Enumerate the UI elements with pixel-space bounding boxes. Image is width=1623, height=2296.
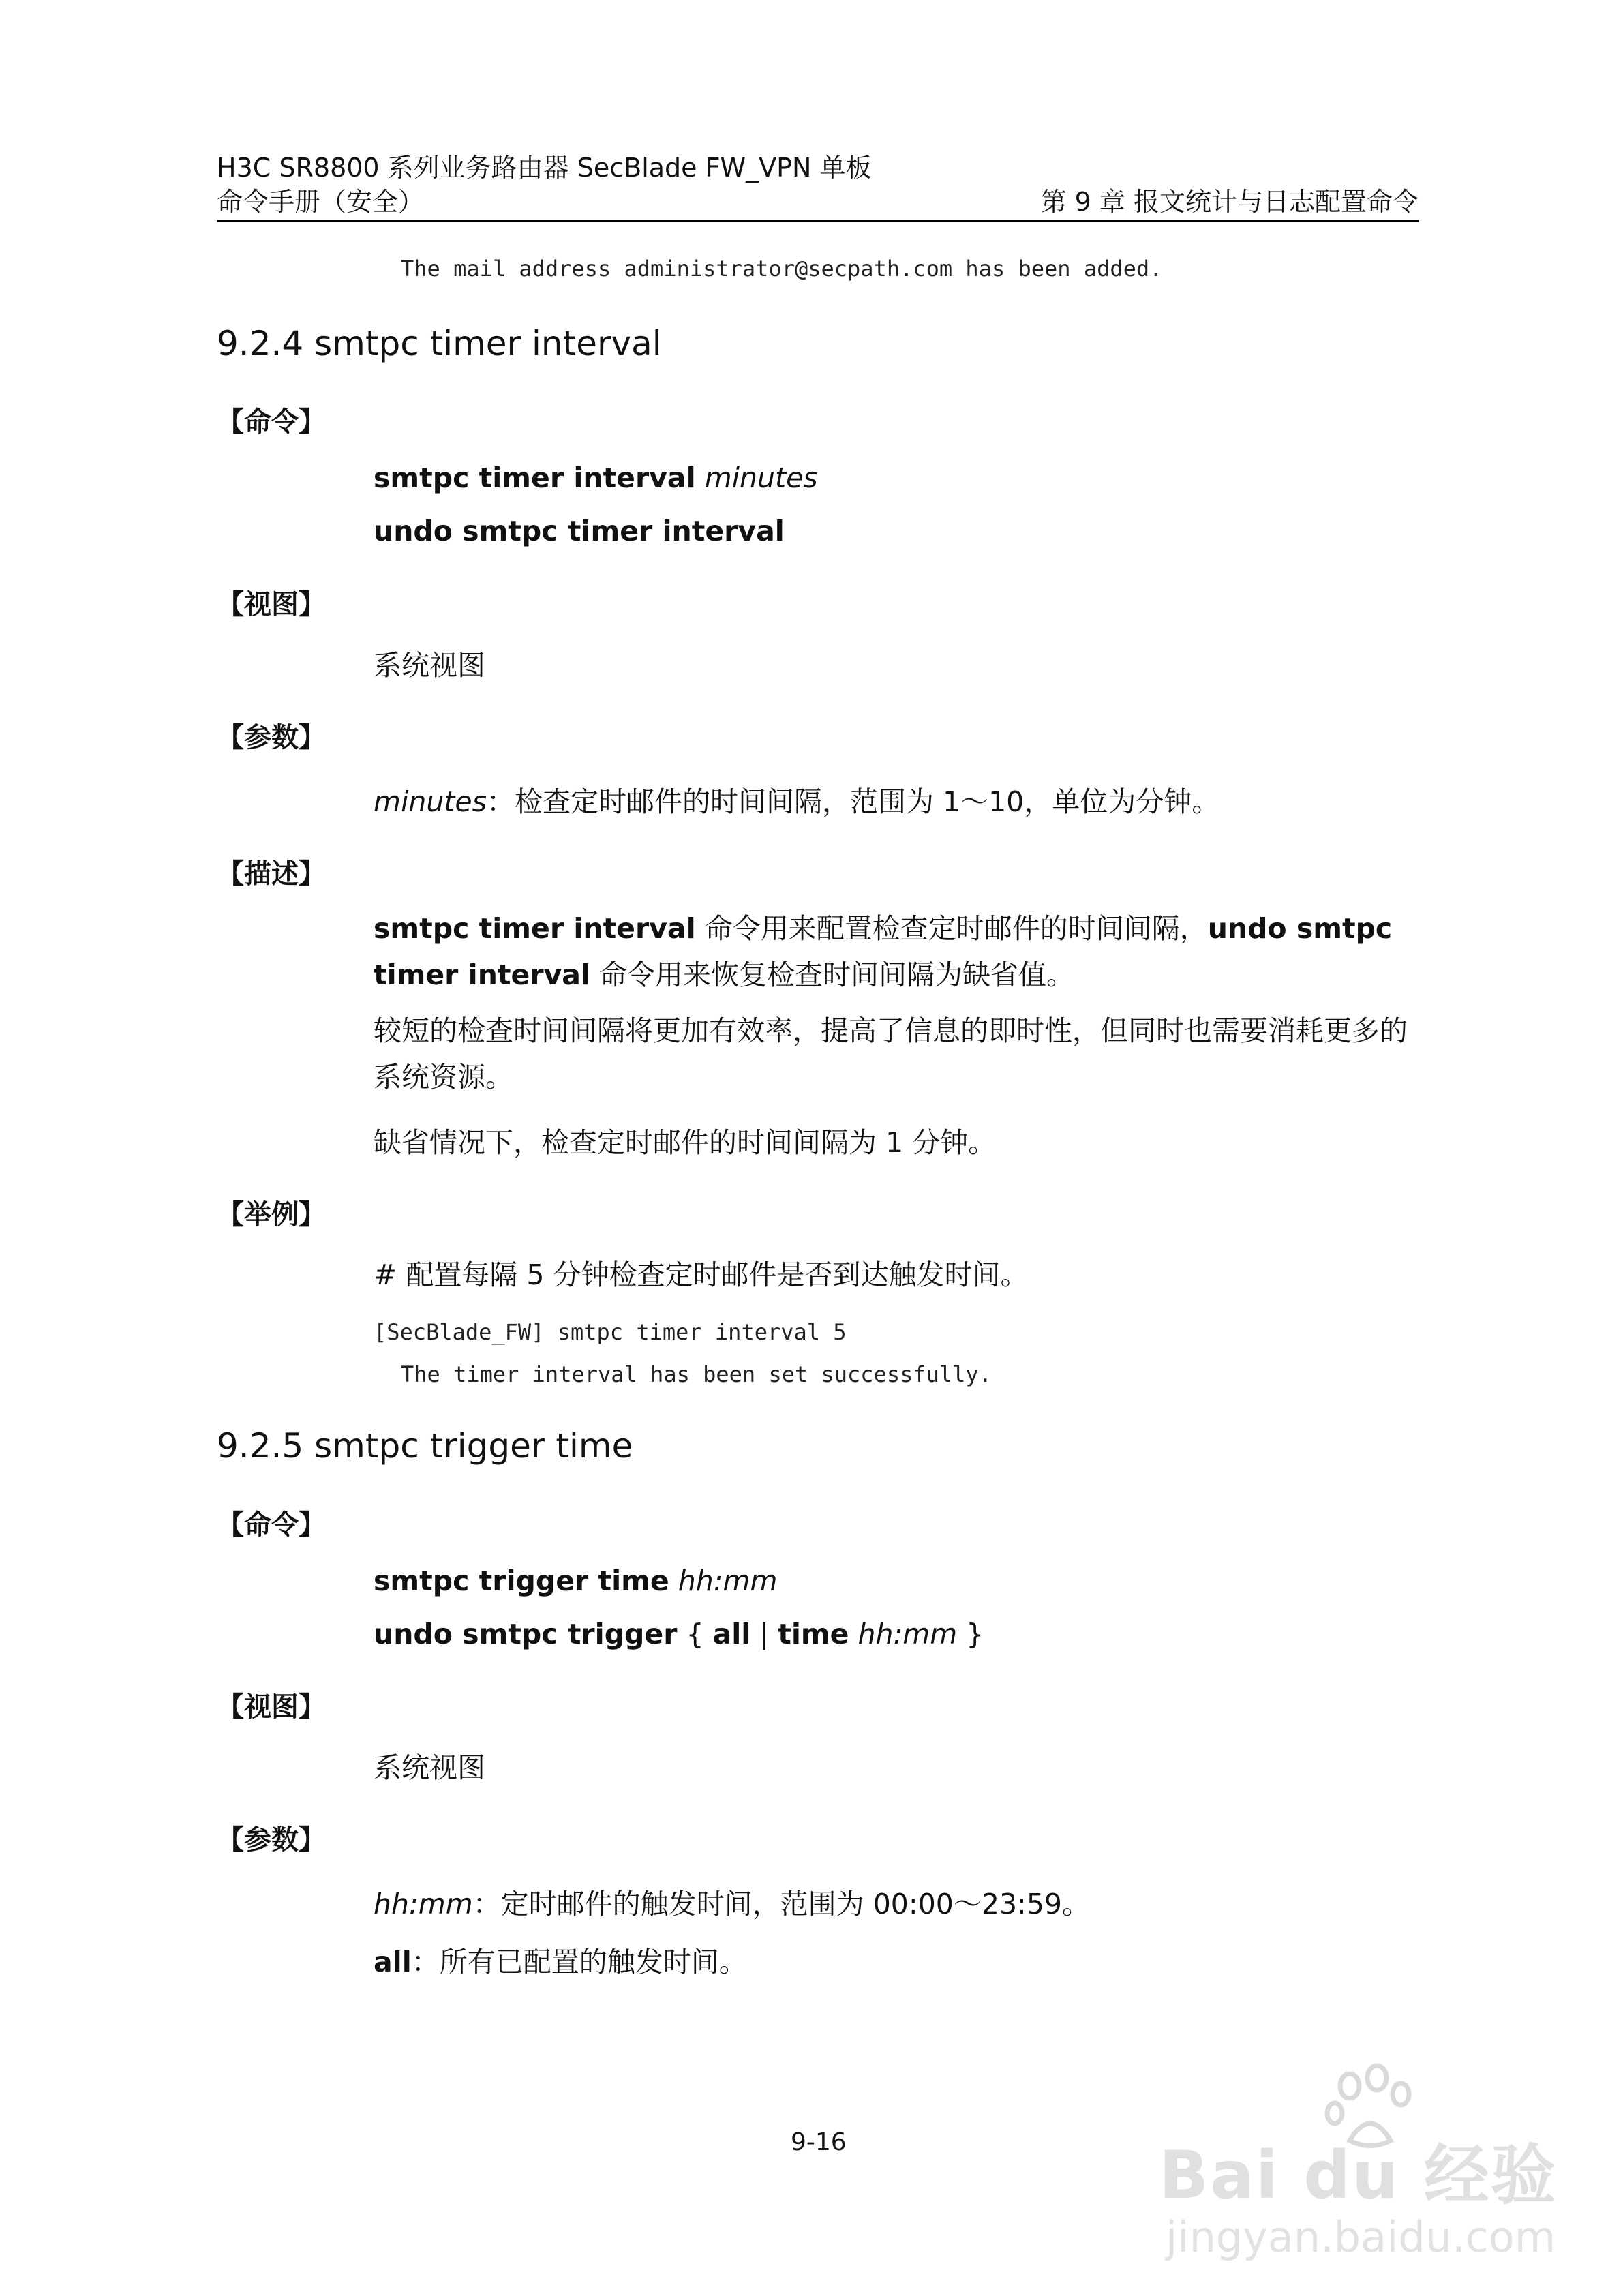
command-keyword: all (712, 1618, 751, 1650)
desc-label: 【描述】 (217, 858, 326, 890)
command-syntax (374, 1565, 777, 1597)
undo-command-syntax: undo smtpc timer interval (374, 515, 785, 547)
desc-text: 命令用来配置检查定时邮件的时间间隔， (695, 912, 1208, 945)
header-rule (217, 220, 1419, 222)
section-heading: 9.2.5 smtpc trigger time (217, 1426, 633, 1466)
example-code-line: The timer interval has been set successfully. (401, 1361, 992, 1387)
view-label: 【视图】 (217, 589, 326, 620)
baidu-watermark (1152, 2059, 1602, 2270)
watermark-url: jingyan.baidu.com (1166, 2212, 1556, 2262)
command-argument: hh:mm (678, 1565, 778, 1597)
desc-paragraph-1 (374, 905, 1416, 998)
param-text: ：定时邮件的触发时间，范围为 00:00～23:59。 (472, 1888, 1091, 1920)
example-text: # 配置每隔 5 分钟检查定时邮件是否到达触发时间。 (374, 1258, 1029, 1291)
desc-keyword: smtpc timer interval (374, 912, 696, 945)
command-keyword: smtpc trigger time (374, 1565, 669, 1597)
param-name: all (374, 1946, 412, 1978)
command-label: 【命令】 (217, 1509, 326, 1541)
example-code-line: [SecBlade_FW] smtpc timer interval 5 (374, 1319, 847, 1345)
view-label: 【视图】 (217, 1691, 326, 1723)
param-description (374, 1882, 1090, 1922)
command-keyword: undo smtpc trigger (374, 1618, 678, 1650)
view-text: 系统视图 (374, 1751, 485, 1784)
command-keyword: time (778, 1618, 849, 1650)
desc-paragraph-2: 较短的检查时间间隔将更加有效率，提高了信息的即时性，但同时也需要消耗更多的系统资源。 (374, 1014, 1408, 1093)
param-label: 【参数】 (217, 722, 326, 753)
watermark-brand: Bai du 经验 (1159, 2137, 1558, 2214)
param-name: hh:mm (374, 1888, 473, 1920)
header-chapter: 第 9 章 报文统计与日志配置命令 (1040, 187, 1419, 217)
syntax-separator: | (750, 1618, 778, 1650)
section-heading: 9.2.4 smtpc timer interval (217, 324, 662, 363)
desc-text: 命令用来恢复检查时间间隔为缺省值。 (590, 958, 1075, 991)
param-name: minutes (374, 785, 487, 818)
param-text: ：检查定时邮件的时间间隔，范围为 1～10，单位为分钟。 (486, 785, 1220, 818)
param-description (374, 1939, 747, 1980)
view-text: 系统视图 (374, 649, 485, 682)
param-description (374, 779, 1219, 819)
syntax-brace: } (957, 1618, 984, 1650)
command-keyword: smtpc timer interval (374, 462, 696, 494)
param-label: 【参数】 (217, 1824, 326, 1856)
command-argument: hh:mm (858, 1618, 958, 1650)
param-text: ：所有已配置的触发时间。 (411, 1946, 747, 1978)
desc-keyword: undo smtpc timer interval (374, 912, 1393, 991)
desc-paragraph-3: 缺省情况下，检查定时邮件的时间间隔为 1 分钟。 (374, 1126, 997, 1159)
command-argument: minutes (704, 462, 818, 494)
header-title-line2: 命令手册（安全） (217, 187, 425, 217)
syntax-brace: { (677, 1618, 713, 1650)
header-title-line1: H3C SR8800 系列业务路由器 SecBlade FW_VPN 单板 (217, 153, 872, 183)
page-number: 9-16 (791, 2128, 847, 2156)
undo-command-syntax (374, 1618, 984, 1650)
code-line: The mail address administrator@secpath.com has been added. (401, 256, 1163, 282)
command-label: 【命令】 (217, 406, 326, 438)
command-syntax (374, 462, 818, 494)
example-label: 【举例】 (217, 1199, 326, 1230)
